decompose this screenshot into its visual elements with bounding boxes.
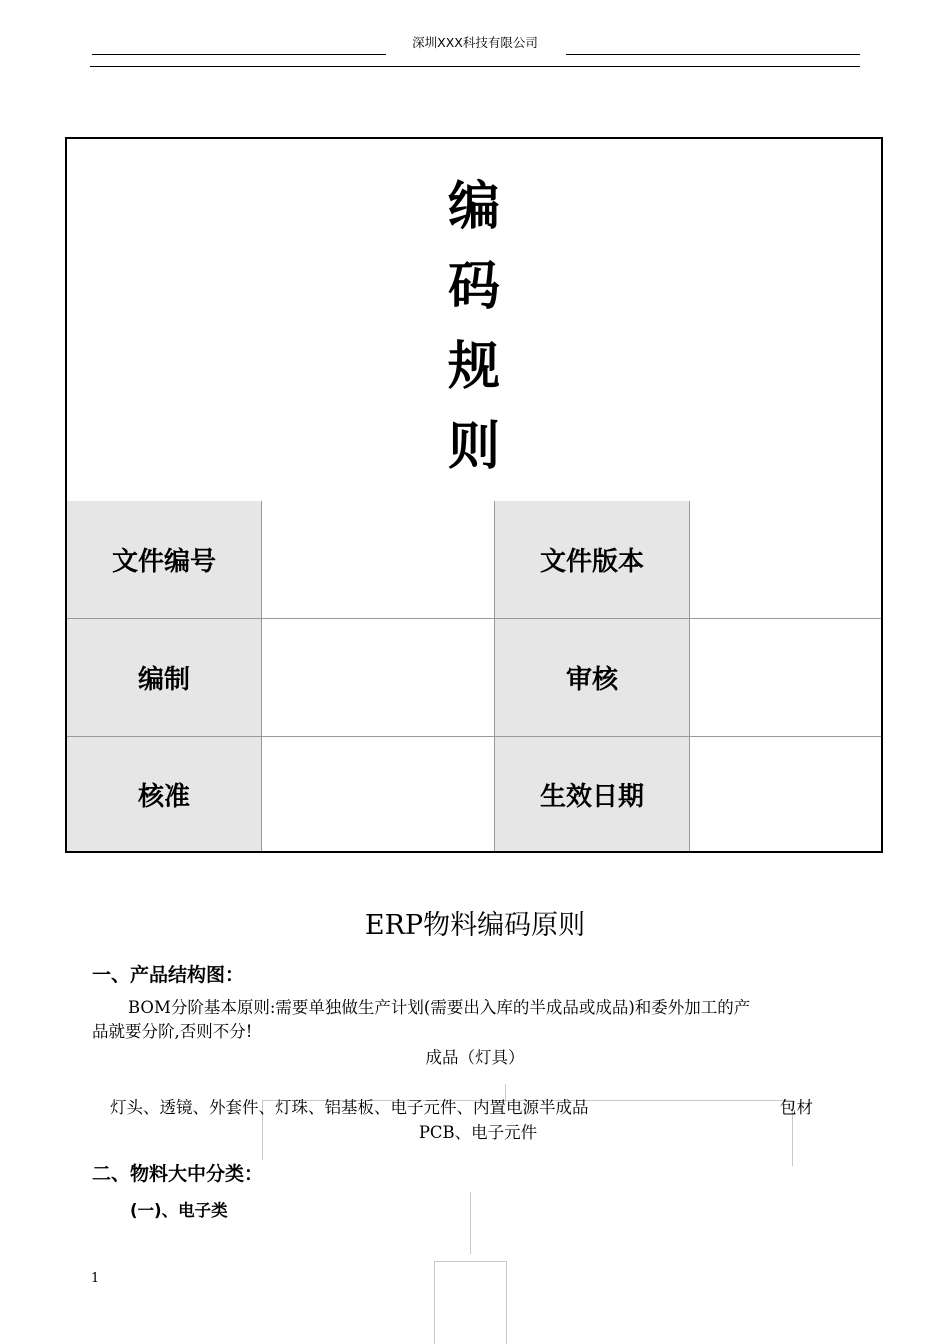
tree-level2: PCB、电子元件 [418, 1123, 538, 1142]
header-rule-left [92, 54, 386, 55]
label-reviewed-by: 审核 [495, 619, 690, 737]
tree-root: 成品（灯具） [425, 1048, 525, 1067]
cover-title-char: 规 [447, 337, 500, 397]
tree-level1-left: 灯头、透镜、外套件、灯珠、铝基板、电子元件、内置电源半成品 [110, 1098, 589, 1117]
section2-subheading: (一)、电子类 [130, 1201, 228, 1220]
value-file-version[interactable] [690, 501, 881, 619]
tree-connector [434, 1261, 435, 1344]
company-header: 深圳XXX科技有限公司 [412, 35, 538, 50]
section1-paragraph-line2: 品就要分阶,否则不分! [92, 1022, 253, 1041]
label-effective-date: 生效日期 [495, 737, 690, 851]
header-rule-bottom [90, 66, 860, 67]
section1-paragraph-line1: BOM分阶基本原则:需要单独做生产计划(需要出入库的半成品或成品)和委外加工的产 [128, 998, 751, 1017]
document-title: ERP物料编码原则 [364, 910, 586, 941]
label-file-version: 文件版本 [495, 501, 690, 619]
tree-connector [434, 1261, 506, 1262]
value-prepared-by[interactable] [262, 619, 495, 737]
section2-heading: 二、物料大中分类： [92, 1163, 264, 1185]
value-file-number[interactable] [262, 501, 495, 619]
tree-connector [506, 1261, 507, 1344]
header-rule-right [566, 54, 860, 55]
section1-heading: 一、产品结构图： [92, 964, 245, 986]
label-approved-by: 核准 [67, 737, 262, 851]
cover-title-char: 编 [447, 177, 500, 237]
label-prepared-by: 编制 [67, 619, 262, 737]
label-file-number: 文件编号 [67, 501, 262, 619]
cover-title-box [67, 139, 881, 502]
value-reviewed-by[interactable] [690, 619, 881, 737]
value-approved-by[interactable] [262, 737, 495, 851]
cover-table [65, 137, 883, 853]
value-effective-date[interactable] [690, 737, 881, 851]
tree-level1-right: 包材 [780, 1098, 813, 1117]
cover-title-char: 则 [447, 417, 500, 477]
page-number: 1 [91, 1271, 100, 1286]
tree-connector [470, 1192, 471, 1254]
cover-title-char: 码 [447, 257, 500, 317]
